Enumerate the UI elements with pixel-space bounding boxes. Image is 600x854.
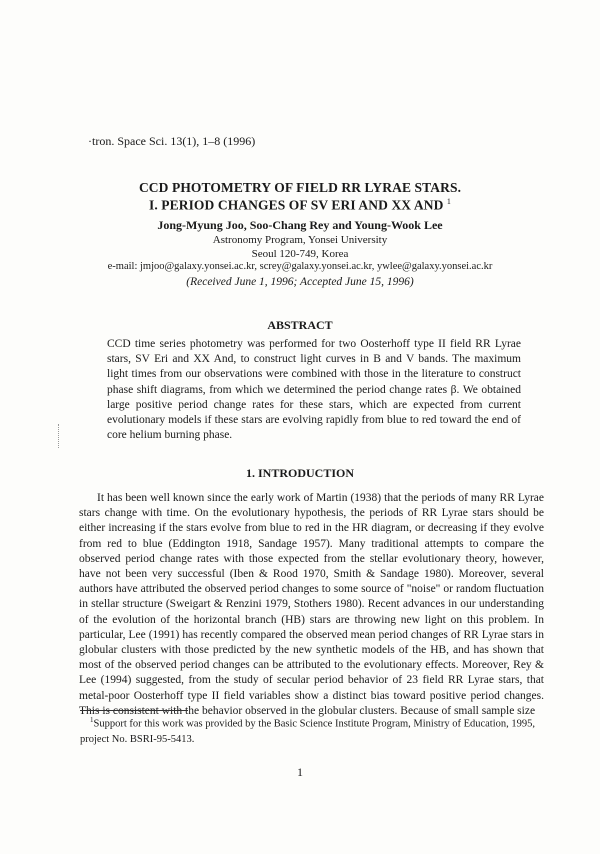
- title-footnote-mark: 1: [446, 197, 452, 206]
- footnote-text: Support for this work was provided by the Basic Science Institute Program, Ministry of Education, 1995, project No. BSRI-95-5413.: [80, 718, 536, 745]
- abstract-heading: ABSTRACT: [267, 318, 333, 332]
- affiliation-line-2: Seoul 120-749, Korea: [251, 248, 349, 260]
- received-dates: (Received June 1, 1996; Accepted June 15, 1996): [186, 276, 414, 288]
- introduction-heading: 1. INTRODUCTION: [245, 466, 354, 480]
- journal-reference: ·tron. Space Sci. 13(1), 1–8 (1996): [88, 134, 256, 148]
- abstract-text: CCD time series photometry was performed for two Oosterhoff type II field RR Lyrae stars, SV Eri and XX And, to construct light curves in B and V bands. The maximum light times from our observations were combined with those in the literature to construct phase shift diagrams, from which we determined the period change rates β. We obtained large positive period change rates for these stars, which are expected from current evolutionary models if these stars are evolving rapidly from blue to red toward the end of core helium burning phase.: [107, 338, 521, 442]
- author-emails: e-mail: jmjoo@galaxy.yonsei.ac.kr, screy@galaxy.yonsei.ac.kr, ywlee@galaxy.yonsei.ac.kr: [107, 261, 493, 272]
- page-number: 1: [297, 765, 303, 779]
- scan-speck-marks: [58, 424, 62, 448]
- paper-title-line-1: CCD PHOTOMETRY OF FIELD RR LYRAE STARS.: [138, 180, 462, 195]
- footnote: [80, 713, 545, 747]
- paper-title-line-2-text: I. PERIOD CHANGES OF SV ERI AND XX AND: [148, 197, 444, 213]
- affiliation-line-1: Astronomy Program, Yonsei University: [212, 234, 388, 246]
- footnote-mark: 1: [90, 716, 94, 724]
- authors: Jong-Myung Joo, Soo-Chang Rey and Young-Wook Lee: [157, 218, 443, 232]
- footnote-divider: [80, 710, 188, 711]
- paper-title-line-2: [0, 197, 600, 214]
- introduction-text: It has been well known since the early work of Martin (1938) that the periods of many RR Lyrae stars change with time. On the evolutionary hypothesis, the periods of RR Lyrae stars should be either increasing if the stars evolve from blue to red in the HR diagram, or decreasing if they evolve from red to blue (Eddington 1918, Sandage 1957). Many traditional attempts to compare the observed period change rates with those expected from the stellar evolutionary theory, however, have not been very successful (Iben & Rood 1970, Smith & Sandage 1980). Moreover, several authors have attributed the observed period changes to some source of "noise" or random fluctuation in stellar structure (Sweigart & Renzini 1979, Stothers 1980). Recent advances in our understanding of the evolution of the horizontal branch (HB) stars are throwing new light on this problem. In particular, Lee (1991) has recently compared the observed mean period changes of RR Lyrae stars in globular clusters with those predicted by the new synthetic models of the HB, and has shown that most of the observed period changes can be attributed to the evolutionary effects. Moreover, Rey & Lee (1994) suggested, from the study of secular period behavior of 23 field RR Lyrae stars, that metal-poor Oosterhoff type II field variables show a distinct bias toward positive period changes. This is consistent with the behavior observed in the globular clusters. Because of small sample size: [79, 492, 544, 717]
